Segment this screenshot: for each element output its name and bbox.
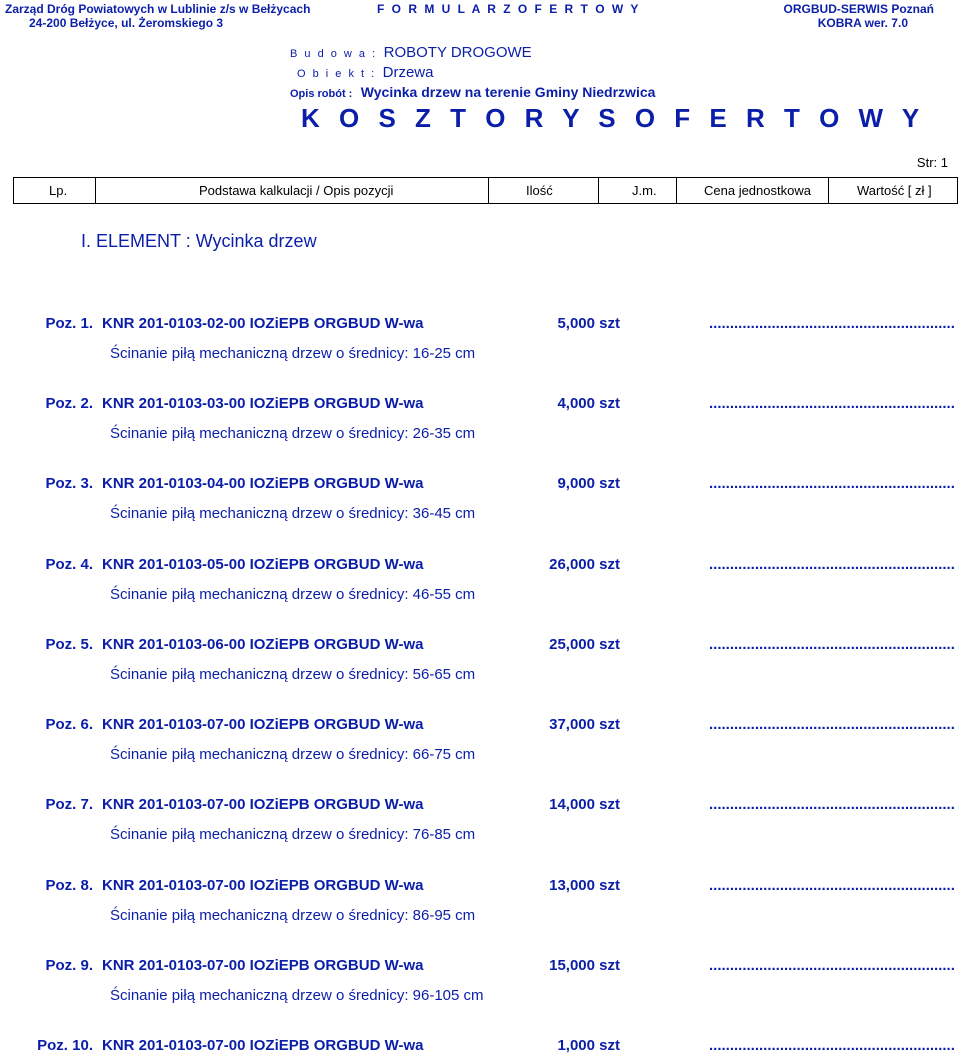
col-divider — [488, 178, 489, 203]
position-quantity: 4,000 szt — [557, 395, 620, 412]
position-quantity: 37,000 szt — [549, 716, 620, 733]
position-value-dots: ........................................................... — [709, 636, 955, 653]
col-divider — [95, 178, 96, 203]
page-number: Str: 1 — [916, 155, 948, 170]
position-description: Ścinanie piłą mechaniczną drzew o średnicy: 56-65 cm — [110, 666, 476, 683]
position-description: Ścinanie piłą mechaniczną drzew o średnicy: 66-75 cm — [110, 746, 476, 763]
col-basis: Podstawa kalkulacji / Opis pozycji — [199, 183, 394, 198]
list-item — [0, 556, 960, 576]
list-item — [0, 957, 960, 977]
position-number: Poz. 6. — [45, 716, 93, 733]
position-number: Poz. 10. — [37, 1037, 93, 1054]
obiekt-label: O b i e k t : — [297, 68, 377, 80]
opis-label: Opis robót : — [290, 88, 353, 100]
table-header — [13, 177, 958, 204]
software-version: KOBRA wer. 7.0 — [817, 16, 908, 30]
budowa-label: B u d o w a : — [290, 48, 378, 60]
position-code: KNR 201-0103-05-00 IOZiEPB ORGBUD W-wa — [102, 556, 424, 573]
position-value-dots: ........................................................... — [709, 796, 955, 813]
position-number: Poz. 8. — [45, 877, 93, 894]
position-number: Poz. 3. — [45, 475, 93, 492]
position-value-dots: ........................................................... — [709, 475, 955, 492]
position-number: Poz. 1. — [45, 315, 93, 332]
list-item — [0, 716, 960, 736]
form-title: F O R M U L A R Z O F E R T O W Y — [377, 2, 641, 16]
col-lp: Lp. — [49, 183, 68, 198]
position-number: Poz. 9. — [45, 957, 93, 974]
list-item — [0, 395, 960, 415]
position-quantity: 25,000 szt — [549, 636, 620, 653]
position-number: Poz. 2. — [45, 395, 93, 412]
position-number: Poz. 7. — [45, 796, 93, 813]
position-code: KNR 201-0103-07-00 IOZiEPB ORGBUD W-wa — [102, 716, 424, 733]
position-quantity: 1,000 szt — [557, 1037, 620, 1054]
list-item — [0, 1037, 960, 1057]
position-code: KNR 201-0103-07-00 IOZiEPB ORGBUD W-wa — [102, 1037, 424, 1054]
document-title: K O S Z T O R Y S O F E R T O W Y — [301, 103, 926, 133]
position-quantity: 26,000 szt — [549, 556, 620, 573]
col-qty: Ilość — [526, 183, 553, 198]
budowa-value: ROBOTY DROGOWE — [383, 44, 532, 61]
list-item — [0, 475, 960, 495]
position-value-dots: ........................................................... — [709, 315, 955, 332]
position-code: KNR 201-0103-02-00 IOZiEPB ORGBUD W-wa — [102, 315, 424, 332]
position-description: Ścinanie piłą mechaniczną drzew o średnicy: 26-35 cm — [110, 425, 476, 442]
obiekt-value: Drzewa — [382, 64, 434, 81]
position-quantity: 15,000 szt — [549, 957, 620, 974]
company-name: Zarząd Dróg Powiatowych w Lublinie z/s w Bełżycach — [5, 2, 311, 16]
position-description: Ścinanie piłą mechaniczną drzew o średnicy: 96-105 cm — [110, 987, 484, 1004]
col-divider — [676, 178, 677, 203]
position-code: KNR 201-0103-03-00 IOZiEPB ORGBUD W-wa — [102, 395, 424, 412]
position-code: KNR 201-0103-06-00 IOZiEPB ORGBUD W-wa — [102, 636, 424, 653]
col-divider — [828, 178, 829, 203]
position-description: Ścinanie piłą mechaniczną drzew o średnicy: 46-55 cm — [110, 586, 476, 603]
position-value-dots: ........................................................... — [709, 556, 955, 573]
position-value-dots: ........................................................... — [709, 1037, 955, 1054]
col-value: Wartość [ zł ] — [857, 183, 932, 198]
position-code: KNR 201-0103-04-00 IOZiEPB ORGBUD W-wa — [102, 475, 424, 492]
position-number: Poz. 5. — [45, 636, 93, 653]
position-number: Poz. 4. — [45, 556, 93, 573]
position-quantity: 5,000 szt — [557, 315, 620, 332]
list-item — [0, 877, 960, 897]
element-title: I. ELEMENT : Wycinka drzew — [81, 231, 317, 251]
opis-row — [290, 84, 655, 102]
position-value-dots: ........................................................... — [709, 877, 955, 894]
position-code: KNR 201-0103-07-00 IOZiEPB ORGBUD W-wa — [102, 957, 424, 974]
obiekt-row — [297, 64, 434, 82]
position-value-dots: ........................................................... — [709, 395, 955, 412]
position-description: Ścinanie piłą mechaniczną drzew o średnicy: 76-85 cm — [110, 826, 476, 843]
position-description: Ścinanie piłą mechaniczną drzew o średnicy: 86-95 cm — [110, 907, 476, 924]
position-description: Ścinanie piłą mechaniczną drzew o średnicy: 16-25 cm — [110, 345, 476, 362]
position-quantity: 13,000 szt — [549, 877, 620, 894]
position-value-dots: ........................................................... — [709, 716, 955, 733]
position-description: Ścinanie piłą mechaniczną drzew o średnicy: 36-45 cm — [110, 505, 476, 522]
position-code: KNR 201-0103-07-00 IOZiEPB ORGBUD W-wa — [102, 877, 424, 894]
list-item — [0, 636, 960, 656]
position-quantity: 14,000 szt — [549, 796, 620, 813]
list-item — [0, 315, 960, 335]
col-unit: J.m. — [632, 183, 657, 198]
vendor-name: ORGBUD-SERWIS Poznań — [783, 2, 934, 16]
position-quantity: 9,000 szt — [557, 475, 620, 492]
opis-value: Wycinka drzew na terenie Gminy Niedrzwica — [360, 84, 656, 100]
budowa-row — [290, 44, 532, 62]
position-value-dots: ........................................................... — [709, 957, 955, 974]
list-item — [0, 796, 960, 816]
position-code: KNR 201-0103-07-00 IOZiEPB ORGBUD W-wa — [102, 796, 424, 813]
company-address: 24-200 Bełżyce, ul. Żeromskiego 3 — [29, 16, 224, 30]
col-unit-price: Cena jednostkowa — [704, 183, 811, 198]
col-divider — [598, 178, 599, 203]
